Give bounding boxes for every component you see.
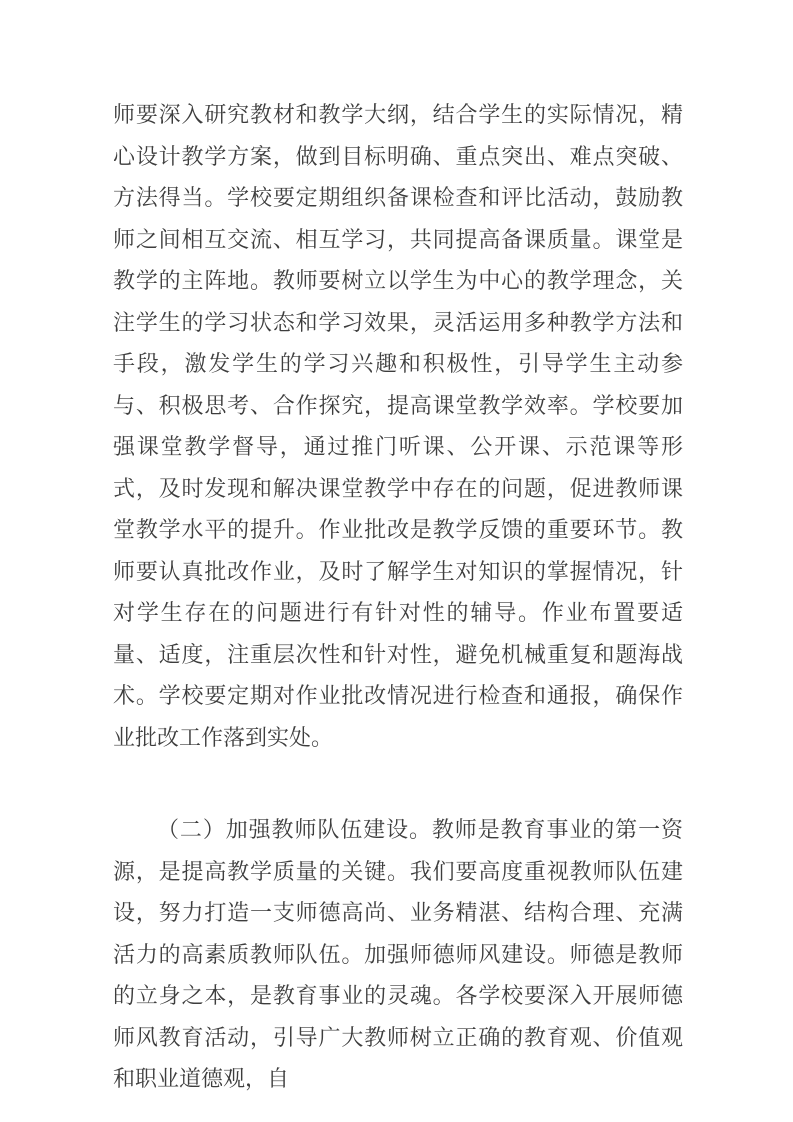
paragraph-1: 师要深入研究教材和教学大纲，结合学生的实际情况，精心设计教学方案，做到目标明确、重点突出、难点突破、方法得当。学校要定期组织备课检查和评比活动，鼓励教师之间相互交流、相互学习，共同提高备课质量。课堂是教学的主阵地。教师要树立以学生为中心的教学理念，关注学生的学习状态和学习效果，灵活运用多种教学方法和手段，激发学生的学习兴趣和积极性，引导学生主动参与、积极思考、合作探究，提高课堂教学效率。学校要加强课堂教学督导，通过推门听课、公开课、示范课等形式，及时发现和解决课堂教学中存在的问题，促进教师课堂教学水平的提升。作业批改是教学反馈的重要环节。教师要认真批改作业，及时了解学生对知识的掌握情况，针对学生存在的问题进行有针对性的辅导。作业布置要适量、适度，注重层次性和针对性，避免机械重复和题海战术。学校要定期对作业批改情况进行检查和通报，确保作业批改工作落到实处。 [113, 102, 683, 750]
paragraph-2: （二）加强教师队伍建设。教师是教育事业的第一资源，是提高教学质量的关键。我们要高度重视教师队伍建设，努力打造一支师德高尚、业务精湛、结构合理、充满活力的高素质教师队伍。加强师德师风建设。师德是教师的立身之本，是教育事业的灵魂。各学校要深入开展师德师风教育活动，引导广大教师树立正确的教育观、价值观和职业道德观，自 [113, 817, 683, 1091]
